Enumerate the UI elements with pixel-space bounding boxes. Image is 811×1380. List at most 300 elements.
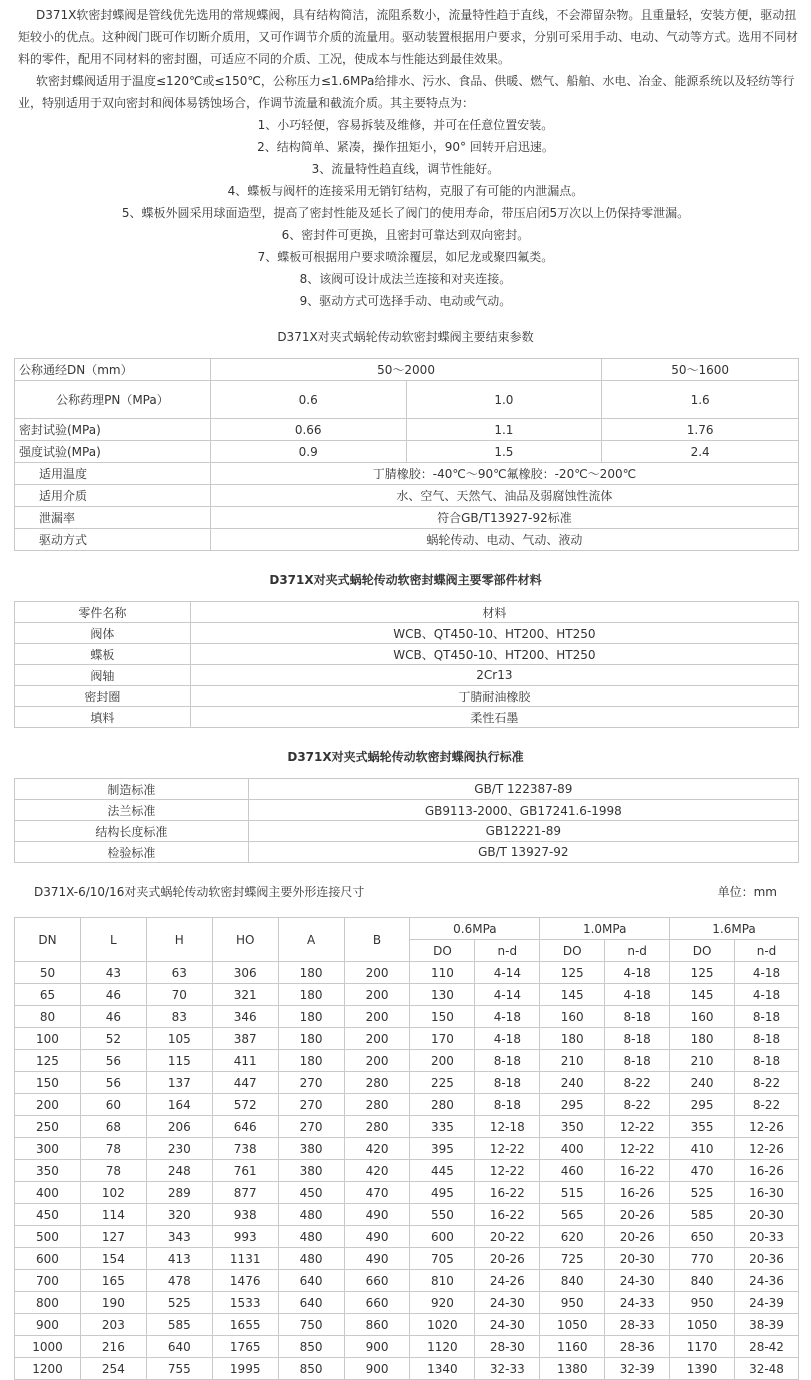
- table-row: [15, 1050, 799, 1072]
- table-cell: 306: [212, 962, 278, 984]
- table-cell: 860: [344, 1314, 410, 1336]
- table-cell: 495: [410, 1182, 475, 1204]
- table-cell: 761: [212, 1160, 278, 1182]
- table-cell: 密封圈: [15, 686, 191, 707]
- table-row: [15, 602, 799, 623]
- table-cell: 585: [146, 1314, 212, 1336]
- table-cell: 20-33: [735, 1226, 799, 1248]
- table-cell: 445: [410, 1160, 475, 1182]
- table-cell: 100: [15, 1028, 81, 1050]
- table-cell: 1476: [212, 1270, 278, 1292]
- table-cell: 840: [540, 1270, 605, 1292]
- table-cell: 8-18: [735, 1006, 799, 1028]
- table-cell: 8-22: [735, 1094, 799, 1116]
- table-cell: 24-30: [605, 1270, 670, 1292]
- table-header: HO: [212, 918, 278, 962]
- table-cell: 250: [15, 1116, 81, 1138]
- table-cell: 1.0: [406, 381, 602, 419]
- table-cell: 470: [344, 1182, 410, 1204]
- table-cell: 16-26: [735, 1160, 799, 1182]
- table-cell: 200: [15, 1094, 81, 1116]
- table-cell: 1200: [15, 1358, 81, 1380]
- feature-item: 4、蝶板与阀杆的连接采用无销钉结构，克服了有可能的内泄漏点。: [227, 184, 584, 198]
- table-cell: 4-14: [475, 962, 540, 984]
- table-cell: 28-30: [475, 1336, 540, 1358]
- table-cell: 180: [278, 962, 344, 984]
- table-cell: 210: [540, 1050, 605, 1072]
- table-cell: 阀体: [15, 623, 191, 644]
- table-cell: 丁腈橡胶：-40℃～90℃氟橡胶：-20℃～200℃: [210, 463, 798, 485]
- table-row: [15, 485, 799, 507]
- table-cell: 660: [344, 1270, 410, 1292]
- table-cell: 16-26: [605, 1182, 670, 1204]
- table-header: DO: [540, 940, 605, 962]
- table-cell: 335: [410, 1116, 475, 1138]
- table-cell: 60: [80, 1094, 146, 1116]
- table-row: [15, 1270, 799, 1292]
- table-header: 1.0MPa: [540, 918, 670, 940]
- table-cell: 320: [146, 1204, 212, 1226]
- table-cell: 480: [278, 1226, 344, 1248]
- table-cell: 70: [146, 984, 212, 1006]
- table-cell: 0.66: [210, 419, 406, 441]
- table-cell: 180: [670, 1028, 735, 1050]
- table-row: [15, 507, 799, 529]
- table-cell: 170: [410, 1028, 475, 1050]
- table-cell: 46: [80, 984, 146, 1006]
- table-header: 1.6MPa: [670, 918, 799, 940]
- table-cell: 1170: [670, 1336, 735, 1358]
- table-cell: 16-30: [735, 1182, 799, 1204]
- table-cell: 2Cr13: [190, 665, 798, 686]
- table-cell: 8-18: [475, 1094, 540, 1116]
- table-cell: 8-18: [475, 1050, 540, 1072]
- table-cell: 447: [212, 1072, 278, 1094]
- table-cell: 738: [212, 1138, 278, 1160]
- table-cell: 387: [212, 1028, 278, 1050]
- table-cell: 700: [15, 1270, 81, 1292]
- table-cell: 225: [410, 1072, 475, 1094]
- table-row: [15, 419, 799, 441]
- table-row: [15, 1314, 799, 1336]
- table-cell: 515: [540, 1182, 605, 1204]
- table-row: [15, 779, 799, 800]
- table-cell: 470: [670, 1160, 735, 1182]
- table-cell: 755: [146, 1358, 212, 1380]
- table-cell: 230: [146, 1138, 212, 1160]
- table-cell: 43: [80, 962, 146, 984]
- table-cell: WCB、QT450-10、HT200、HT250: [190, 644, 798, 665]
- table-cell: 410: [670, 1138, 735, 1160]
- table-cell: 810: [410, 1270, 475, 1292]
- dims-table: [14, 917, 799, 1380]
- table-header: n-d: [475, 940, 540, 962]
- table-cell: 270: [278, 1094, 344, 1116]
- table-cell: 4-18: [735, 962, 799, 984]
- table-cell: 400: [540, 1138, 605, 1160]
- table-cell: 强度试验(MPa): [15, 441, 211, 463]
- table-cell: 12-18: [475, 1116, 540, 1138]
- table-cell: 8-22: [735, 1072, 799, 1094]
- table-cell: 65: [15, 984, 81, 1006]
- feature-item: 9、驱动方式可选择手动、电动或气动。: [299, 294, 512, 308]
- table-cell: 300: [15, 1138, 81, 1160]
- intro-paragraph: D371X软密封蝶阀是管线优先选用的常规蝶阀，具有结构简洁，流阻系数小，流量特性趋于直线，不会滞留杂物。且重量轻，安装方便，驱动扭矩较小的优点。这种阀门既可作切断介质用，又可作调节介质的流量用。驱动装置根据用户要求，分别可采用手动、电动、气动等方式。选用不同材料的零件，配用不同材料的密封圈，可适应不同的介质、工况，使成本与性能达到最佳效果。: [18, 8, 799, 66]
- table-row: [15, 686, 799, 707]
- table-cell: 280: [410, 1094, 475, 1116]
- table-cell: 180: [278, 1028, 344, 1050]
- table-cell: 240: [540, 1072, 605, 1094]
- table-cell: 12-22: [605, 1138, 670, 1160]
- table-header: DO: [410, 940, 475, 962]
- table-cell: 150: [410, 1006, 475, 1028]
- table-cell: 0.6: [210, 381, 406, 419]
- table-cell: 411: [212, 1050, 278, 1072]
- table-cell: 1131: [212, 1248, 278, 1270]
- table-cell: 270: [278, 1116, 344, 1138]
- table-cell: 蝶板: [15, 644, 191, 665]
- table-cell: 公称通经DN（mm）: [15, 359, 211, 381]
- feature-item: 8、该阀可设计成法兰连接和对夹连接。: [299, 272, 512, 286]
- table-cell: 900: [344, 1336, 410, 1358]
- table-row: [15, 1248, 799, 1270]
- table-cell: 127: [80, 1226, 146, 1248]
- table-cell: 8-18: [735, 1050, 799, 1072]
- table-cell: 102: [80, 1182, 146, 1204]
- table-row: [15, 359, 799, 381]
- table-cell: 1.76: [602, 419, 799, 441]
- table-cell: 295: [670, 1094, 735, 1116]
- table-cell: 355: [670, 1116, 735, 1138]
- table-row: [15, 1094, 799, 1116]
- table-cell: 480: [278, 1248, 344, 1270]
- table-cell: 78: [80, 1138, 146, 1160]
- table-cell: 32-33: [475, 1358, 540, 1380]
- feature-item: 3、流量特性趋直线，调节性能好。: [311, 162, 500, 176]
- table-cell: 346: [212, 1006, 278, 1028]
- table-cell: 550: [410, 1204, 475, 1226]
- table-cell: 1050: [670, 1314, 735, 1336]
- table-cell: 28-36: [605, 1336, 670, 1358]
- table-cell: 适用温度: [15, 463, 211, 485]
- table-cell: 检验标准: [15, 842, 249, 863]
- table-cell: 4-18: [735, 984, 799, 1006]
- table-cell: 145: [670, 984, 735, 1006]
- table-header: H: [146, 918, 212, 962]
- table-cell: 12-22: [475, 1138, 540, 1160]
- table-cell: 180: [278, 1050, 344, 1072]
- table-cell: 20-30: [605, 1248, 670, 1270]
- table-cell: 450: [278, 1182, 344, 1204]
- table-header: n-d: [735, 940, 799, 962]
- table-cell: 450: [15, 1204, 81, 1226]
- table-cell: 160: [540, 1006, 605, 1028]
- table-cell: 32-39: [605, 1358, 670, 1380]
- table-cell: 125: [15, 1050, 81, 1072]
- table-cell: 1120: [410, 1336, 475, 1358]
- table-cell: 125: [670, 962, 735, 984]
- table-cell: 24-33: [605, 1292, 670, 1314]
- table-cell: 343: [146, 1226, 212, 1248]
- table-cell: 4-14: [475, 984, 540, 1006]
- table-cell: 泄漏率: [15, 507, 211, 529]
- table-cell: 20-26: [605, 1226, 670, 1248]
- table-row: [15, 1358, 799, 1380]
- table-cell: 154: [80, 1248, 146, 1270]
- table-cell: 395: [410, 1138, 475, 1160]
- table-cell: 180: [278, 1006, 344, 1028]
- table-cell: 46: [80, 1006, 146, 1028]
- table-row: [15, 1006, 799, 1028]
- table-cell: 12-22: [605, 1116, 670, 1138]
- table-cell: 640: [146, 1336, 212, 1358]
- table-cell: 20-26: [605, 1204, 670, 1226]
- table-cell: 620: [540, 1226, 605, 1248]
- params-title: D371X对夹式蜗轮传动软密封蝶阀主要结束参数: [277, 330, 534, 344]
- table-cell: 适用介质: [15, 485, 211, 507]
- table-cell: 478: [146, 1270, 212, 1292]
- table-cell: 500: [15, 1226, 81, 1248]
- table-header: L: [80, 918, 146, 962]
- table-cell: 16-22: [475, 1182, 540, 1204]
- table-cell: 920: [410, 1292, 475, 1314]
- table-cell: 56: [80, 1072, 146, 1094]
- table-cell: 254: [80, 1358, 146, 1380]
- table-header: A: [278, 918, 344, 962]
- table-cell: 640: [278, 1270, 344, 1292]
- table-row: [15, 1292, 799, 1314]
- table-cell: 145: [540, 984, 605, 1006]
- table-header: DO: [670, 940, 735, 962]
- table-cell: 115: [146, 1050, 212, 1072]
- table-cell: 900: [15, 1314, 81, 1336]
- table-row: [15, 821, 799, 842]
- table-row: [15, 1160, 799, 1182]
- table-cell: 180: [540, 1028, 605, 1050]
- table-row: [15, 707, 799, 728]
- table-cell: 结构长度标准: [15, 821, 249, 842]
- table-header: 0.6MPa: [410, 918, 540, 940]
- table-row: [15, 1336, 799, 1358]
- table-cell: 12-26: [735, 1138, 799, 1160]
- table-cell: 符合GB/T13927-92标准: [210, 507, 798, 529]
- table-cell: GB/T 13927-92: [248, 842, 798, 863]
- table-cell: 1765: [212, 1336, 278, 1358]
- table-cell: 1020: [410, 1314, 475, 1336]
- feature-list: [0, 114, 811, 312]
- table-header: B: [344, 918, 410, 962]
- table-cell: 制造标准: [15, 779, 249, 800]
- table-cell: 56: [80, 1050, 146, 1072]
- table-cell: 900: [344, 1358, 410, 1380]
- table-cell: 125: [540, 962, 605, 984]
- table-row: [15, 984, 799, 1006]
- table-cell: 8-18: [605, 1050, 670, 1072]
- table-cell: 350: [540, 1116, 605, 1138]
- table-cell: 1655: [212, 1314, 278, 1336]
- table-cell: 110: [410, 962, 475, 984]
- table-cell: 阀轴: [15, 665, 191, 686]
- table-cell: 565: [540, 1204, 605, 1226]
- table-cell: 密封试验(MPa): [15, 419, 211, 441]
- table-cell: 380: [278, 1160, 344, 1182]
- table-row: [15, 842, 799, 863]
- table-cell: 600: [15, 1248, 81, 1270]
- table-cell: 640: [278, 1292, 344, 1314]
- table-cell: 190: [80, 1292, 146, 1314]
- table-cell: 490: [344, 1248, 410, 1270]
- table-cell: 480: [278, 1204, 344, 1226]
- table-row: [15, 623, 799, 644]
- table-cell: 460: [540, 1160, 605, 1182]
- table-cell: WCB、QT450-10、HT200、HT250: [190, 623, 798, 644]
- table-cell: GB9113-2000、GB17241.6-1998: [248, 800, 798, 821]
- table-cell: 420: [344, 1160, 410, 1182]
- table-cell: 248: [146, 1160, 212, 1182]
- table-cell: 4-18: [605, 984, 670, 1006]
- params-table: [14, 358, 799, 551]
- table-cell: 50～2000: [210, 359, 601, 381]
- feature-item: 2、结构简单、紧凑，操作扭矩小，90° 回转开启迅速。: [257, 140, 554, 154]
- table-cell: 750: [278, 1314, 344, 1336]
- intro-section: [0, 0, 811, 114]
- table-cell: 950: [540, 1292, 605, 1314]
- table-cell: 20-30: [735, 1204, 799, 1226]
- table-cell: 1.1: [406, 419, 602, 441]
- table-cell: 24-26: [475, 1270, 540, 1292]
- table-cell: 50～1600: [602, 359, 799, 381]
- table-cell: 350: [15, 1160, 81, 1182]
- table-cell: 600: [410, 1226, 475, 1248]
- table-cell: 28-42: [735, 1336, 799, 1358]
- table-row: [15, 665, 799, 686]
- table-cell: 137: [146, 1072, 212, 1094]
- table-cell: 938: [212, 1204, 278, 1226]
- table-cell: 16-22: [605, 1160, 670, 1182]
- table-cell: 38-39: [735, 1314, 799, 1336]
- table-cell: 80: [15, 1006, 81, 1028]
- table-cell: 驱动方式: [15, 529, 211, 551]
- table-cell: 0.9: [210, 441, 406, 463]
- table-cell: 200: [344, 1006, 410, 1028]
- table-cell: 180: [278, 984, 344, 1006]
- feature-item: 5、蝶板外圆采用球面造型，提高了密封性能及延长了阀门的使用寿命，带压启闭5万次以上仍保持零泄漏。: [121, 206, 690, 220]
- table-cell: 660: [344, 1292, 410, 1314]
- table-cell: 50: [15, 962, 81, 984]
- table-cell: 200: [344, 984, 410, 1006]
- table-row: [15, 441, 799, 463]
- table-cell: 490: [344, 1204, 410, 1226]
- table-cell: 572: [212, 1094, 278, 1116]
- table-row: [15, 962, 799, 984]
- standards-title: D371X对夹式蜗轮传动软密封蝶阀执行标准: [287, 750, 524, 764]
- table-cell: 280: [344, 1072, 410, 1094]
- table-cell: 28-33: [605, 1314, 670, 1336]
- table-cell: 203: [80, 1314, 146, 1336]
- table-header: 零件名称: [15, 602, 191, 623]
- table-cell: 填料: [15, 707, 191, 728]
- table-row: [15, 381, 799, 419]
- table-cell: 216: [80, 1336, 146, 1358]
- table-cell: 16-22: [475, 1204, 540, 1226]
- table-cell: 160: [670, 1006, 735, 1028]
- table-cell: 650: [670, 1226, 735, 1248]
- table-cell: 850: [278, 1358, 344, 1380]
- table-cell: 770: [670, 1248, 735, 1270]
- table-cell: 321: [212, 984, 278, 1006]
- table-cell: 705: [410, 1248, 475, 1270]
- table-cell: 413: [146, 1248, 212, 1270]
- table-row: [15, 1182, 799, 1204]
- table-cell: 105: [146, 1028, 212, 1050]
- table-cell: 1000: [15, 1336, 81, 1358]
- table-cell: 12-22: [475, 1160, 540, 1182]
- table-row: [15, 1204, 799, 1226]
- table-cell: 20-22: [475, 1226, 540, 1248]
- table-row: [15, 1138, 799, 1160]
- table-cell: 24-30: [475, 1292, 540, 1314]
- table-cell: 210: [670, 1050, 735, 1072]
- table-cell: 12-26: [735, 1116, 799, 1138]
- table-cell: 8-18: [605, 1006, 670, 1028]
- table-row: [15, 644, 799, 665]
- table-cell: 525: [146, 1292, 212, 1314]
- table-cell: 585: [670, 1204, 735, 1226]
- table-cell: 68: [80, 1116, 146, 1138]
- table-cell: 1533: [212, 1292, 278, 1314]
- table-cell: 200: [410, 1050, 475, 1072]
- table-cell: 950: [670, 1292, 735, 1314]
- table-cell: 24-36: [735, 1270, 799, 1292]
- table-cell: 1160: [540, 1336, 605, 1358]
- table-cell: 993: [212, 1226, 278, 1248]
- table-cell: 4-18: [475, 1006, 540, 1028]
- table-cell: 200: [344, 1050, 410, 1072]
- table-cell: 8-22: [605, 1094, 670, 1116]
- table-row: [15, 529, 799, 551]
- table-cell: 206: [146, 1116, 212, 1138]
- table-cell: 490: [344, 1226, 410, 1248]
- table-cell: 646: [212, 1116, 278, 1138]
- table-cell: 420: [344, 1138, 410, 1160]
- table-cell: 法兰标准: [15, 800, 249, 821]
- table-cell: 蜗轮传动、电动、气动、液动: [210, 529, 798, 551]
- table-cell: 公称药理PN（MPa）: [15, 381, 211, 419]
- table-cell: 725: [540, 1248, 605, 1270]
- table-header: DN: [15, 918, 81, 962]
- table-cell: 840: [670, 1270, 735, 1292]
- intro-paragraph: 软密封蝶阀适用于温度≤120℃或≤150℃，公称压力≤1.6MPa给排水、污水、食品、供暖、燃气、船舶、水电、冶金、能源系统以及轻纺等行业，特别适用于双向密封和阀体易锈蚀场合，作调节流量和截流介质。其主要特点为：: [18, 74, 795, 110]
- table-cell: 32-48: [735, 1358, 799, 1380]
- table-cell: 20-26: [475, 1248, 540, 1270]
- table-cell: 8-18: [735, 1028, 799, 1050]
- table-row: [15, 1072, 799, 1094]
- table-cell: 270: [278, 1072, 344, 1094]
- table-cell: 1340: [410, 1358, 475, 1380]
- table-cell: 柔性石墨: [190, 707, 798, 728]
- table-cell: 8-22: [605, 1072, 670, 1094]
- table-cell: 200: [344, 962, 410, 984]
- table-row: [15, 918, 799, 940]
- table-cell: 400: [15, 1182, 81, 1204]
- table-cell: 24-30: [475, 1314, 540, 1336]
- table-cell: 200: [344, 1028, 410, 1050]
- dims-header: [22, 883, 807, 905]
- table-cell: 280: [344, 1094, 410, 1116]
- table-cell: 380: [278, 1138, 344, 1160]
- table-cell: 240: [670, 1072, 735, 1094]
- table-cell: 130: [410, 984, 475, 1006]
